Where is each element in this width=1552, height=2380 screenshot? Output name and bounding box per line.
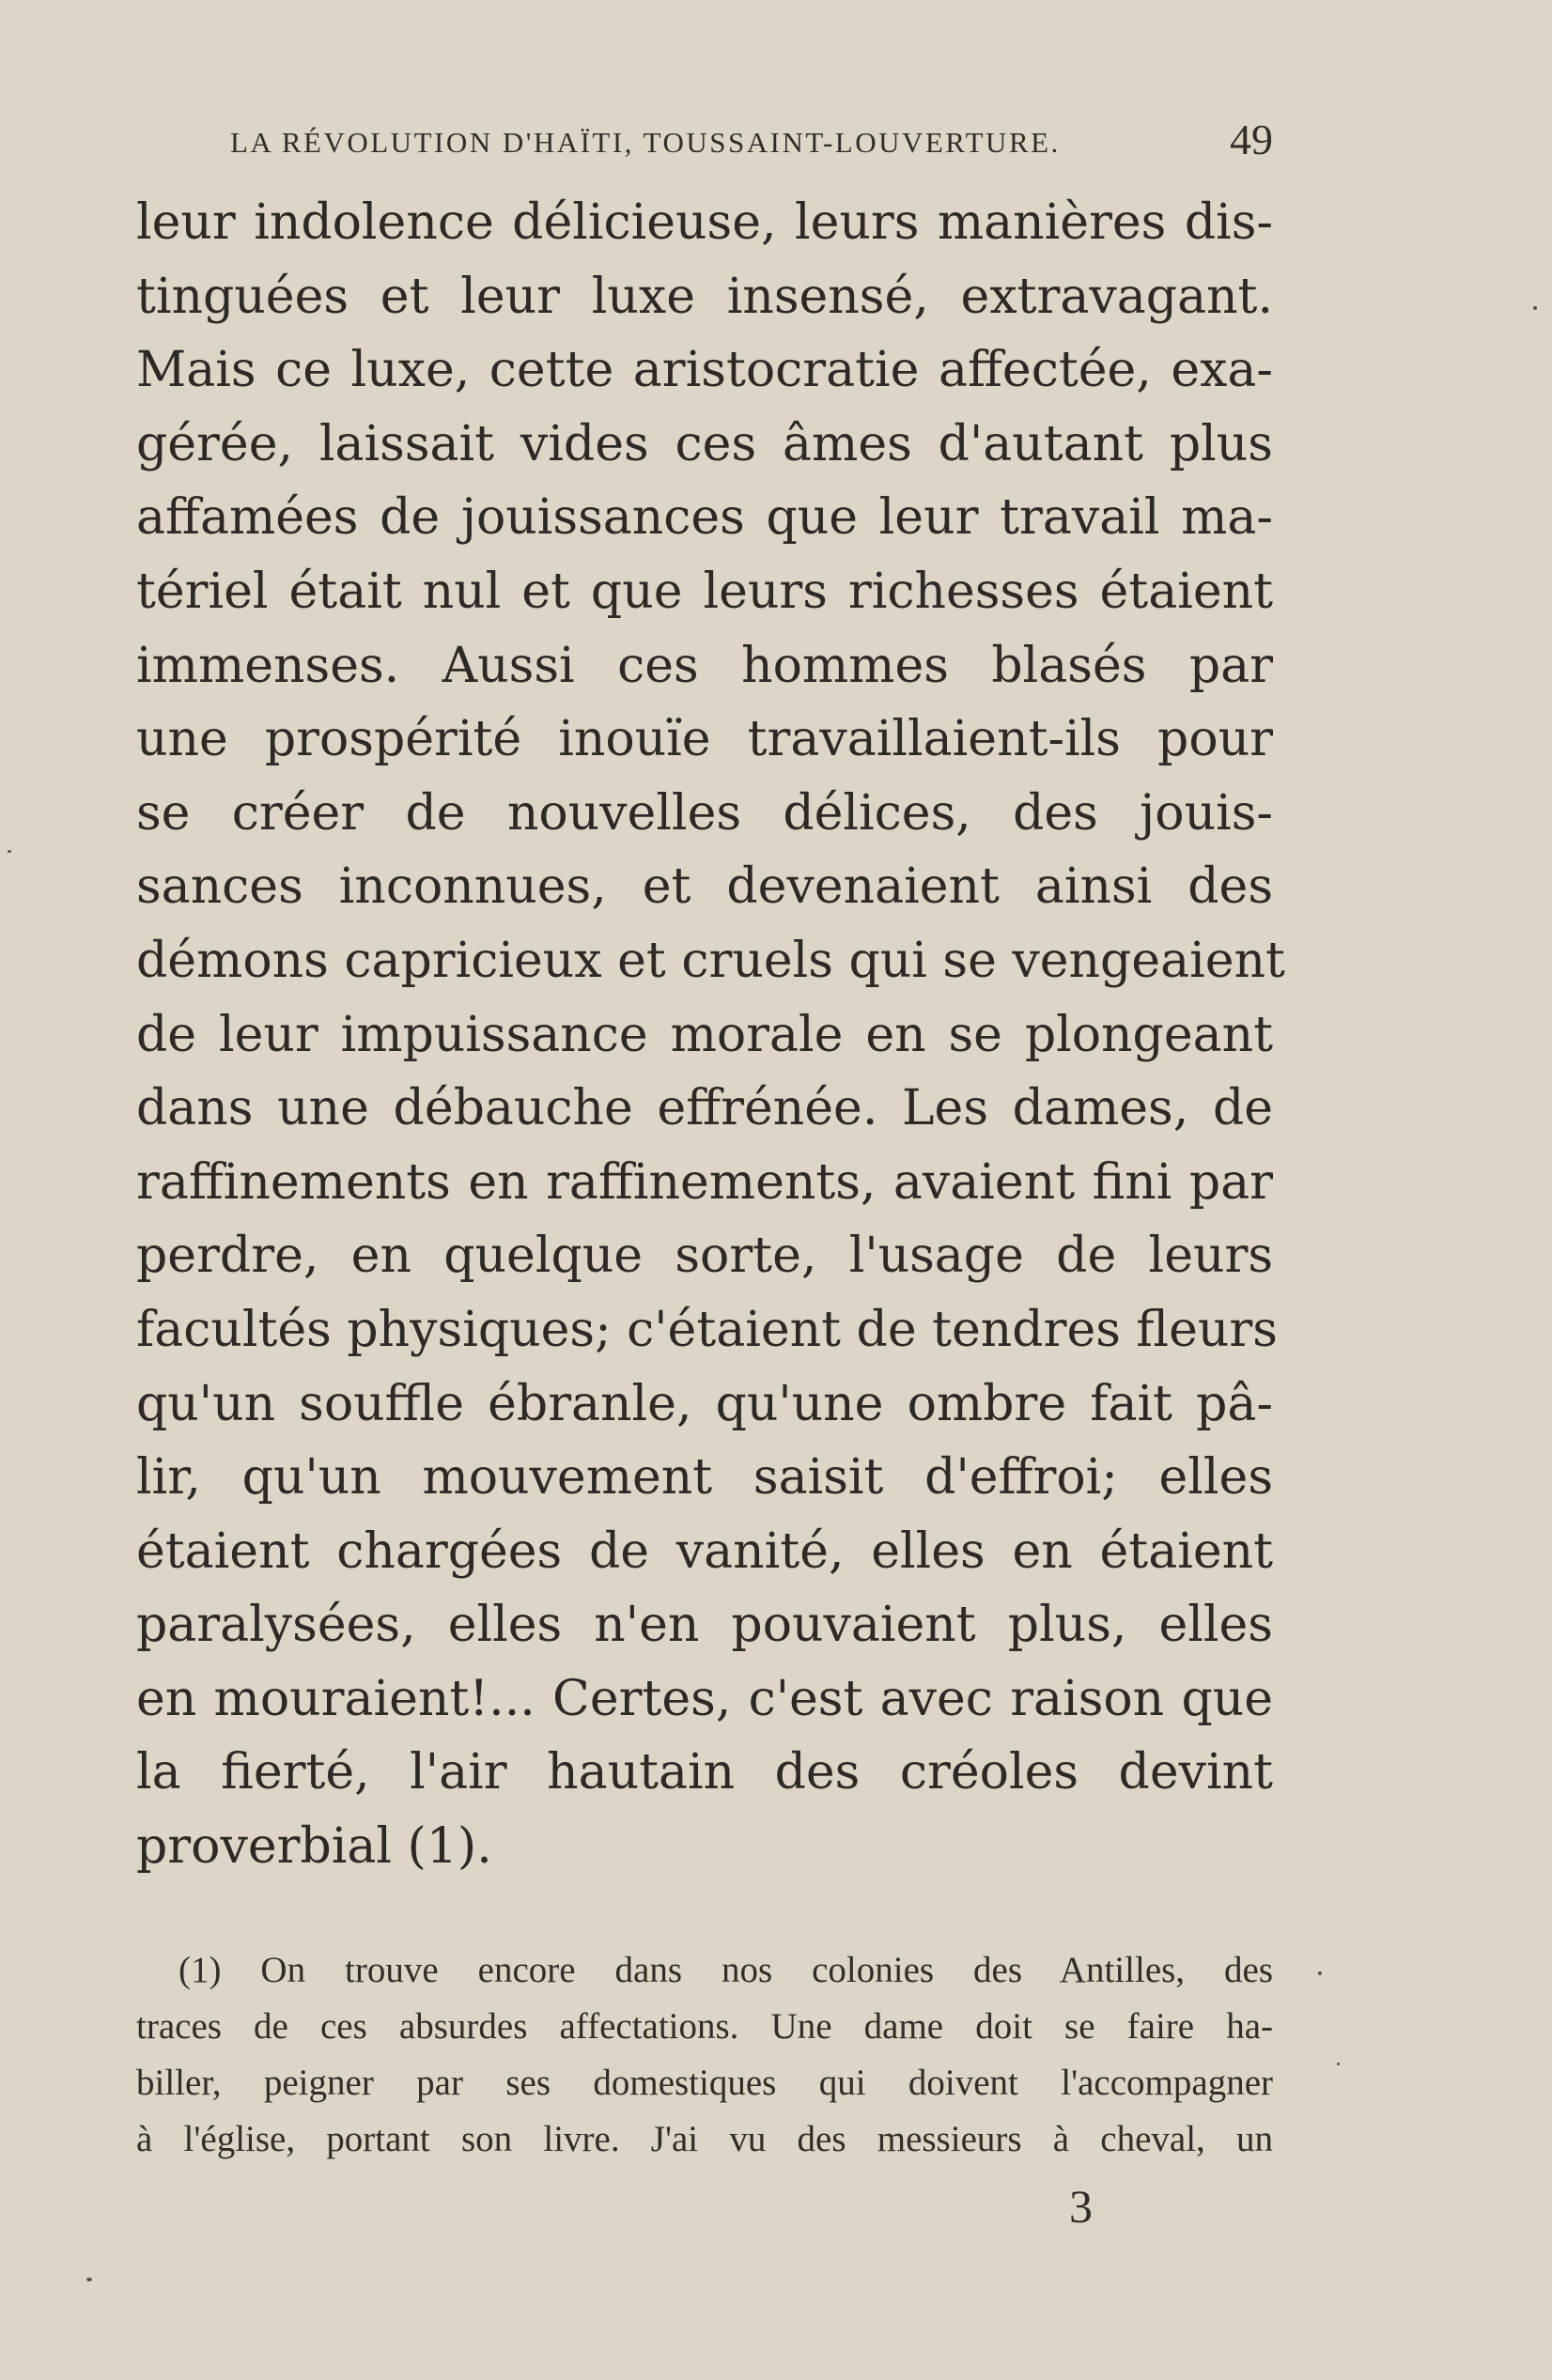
text-line: démons capricieux et cruels qui se vengeaient — [136, 932, 1285, 989]
text-line: tériel était nul et que leurs richesses étaient — [136, 563, 1273, 620]
footnote — [136, 1942, 1273, 2168]
text-line: affamées de jouissances que leur travail ma- — [136, 489, 1273, 547]
text-line: perdre, en quelque sorte, l'usage de leurs — [136, 1228, 1273, 1285]
signature-mark: 3 — [1069, 2180, 1093, 2233]
text-line: en mouraient!... Certes, c'est avec raison que — [136, 1670, 1273, 1727]
running-head — [230, 115, 1273, 171]
text-line: une prospérité inouïe travaillaient-ils pour — [136, 711, 1273, 768]
text-line: immenses. Aussi ces hommes blasés par — [136, 637, 1273, 694]
text-line: paralysées, elles n'en pouvaient plus, elles — [136, 1597, 1273, 1654]
text-line: facultés physiques; c'étaient de tendres fleurs — [136, 1301, 1278, 1358]
text-line: de leur impuissance morale en se plongeant — [136, 1006, 1273, 1063]
text-line: leur indolence délicieuse, leurs manières dis- — [136, 194, 1273, 251]
text-line: sances inconnues, et devenaient ainsi des — [136, 858, 1273, 916]
footnote-line: à l'église, portant son livre. J'ai vu des messieurs à cheval, un — [136, 2119, 1273, 2159]
footnote-line: biller, peigner par ses domestiques qui doivent l'accompagner — [136, 2063, 1273, 2103]
text-line: la fierté, l'air hautain des créoles devint — [136, 1744, 1273, 1801]
paper-speck — [1533, 306, 1537, 310]
main-text — [136, 186, 1285, 1884]
text-line: se créer de nouvelles délices, des jouis- — [136, 784, 1273, 842]
text-line: lir, qu'un mouvement saisit d'effroi; elles — [136, 1449, 1273, 1507]
text-line: gérée, laissait vides ces âmes d'autant plus — [136, 415, 1273, 472]
text-line: qu'un souffle ébranle, qu'une ombre fait pâ- — [136, 1375, 1273, 1432]
footnote-line: traces de ces absurdes affectations. Une dame doit se faire ha- — [136, 2006, 1273, 2047]
paper-speck — [86, 2278, 92, 2281]
text-line: proverbial (1). — [136, 1818, 492, 1876]
page-number: 49 — [1230, 116, 1273, 163]
text-line: dans une débauche effrénée. Les dames, de — [136, 1080, 1273, 1137]
text-line: raffinements en raffinements, avaient fini par — [136, 1153, 1273, 1211]
footnote-line: (1) On trouve encore dans nos colonies des Antilles, des — [178, 1950, 1273, 1990]
text-line: tinguées et leur luxe insensé, extravagant. — [136, 268, 1273, 325]
running-title: LA RÉVOLUTION D'HAÏTI, TOUSSAINT-LOUVERTURE. — [230, 126, 1061, 159]
paper-speck — [1318, 1971, 1322, 1975]
text-line: Mais ce luxe, cette aristocratie affectée, exa- — [136, 342, 1273, 399]
text-line: étaient chargées de vanité, elles en étaient — [136, 1522, 1273, 1580]
paper-speck — [1337, 2063, 1340, 2065]
paper-speck — [8, 850, 11, 853]
